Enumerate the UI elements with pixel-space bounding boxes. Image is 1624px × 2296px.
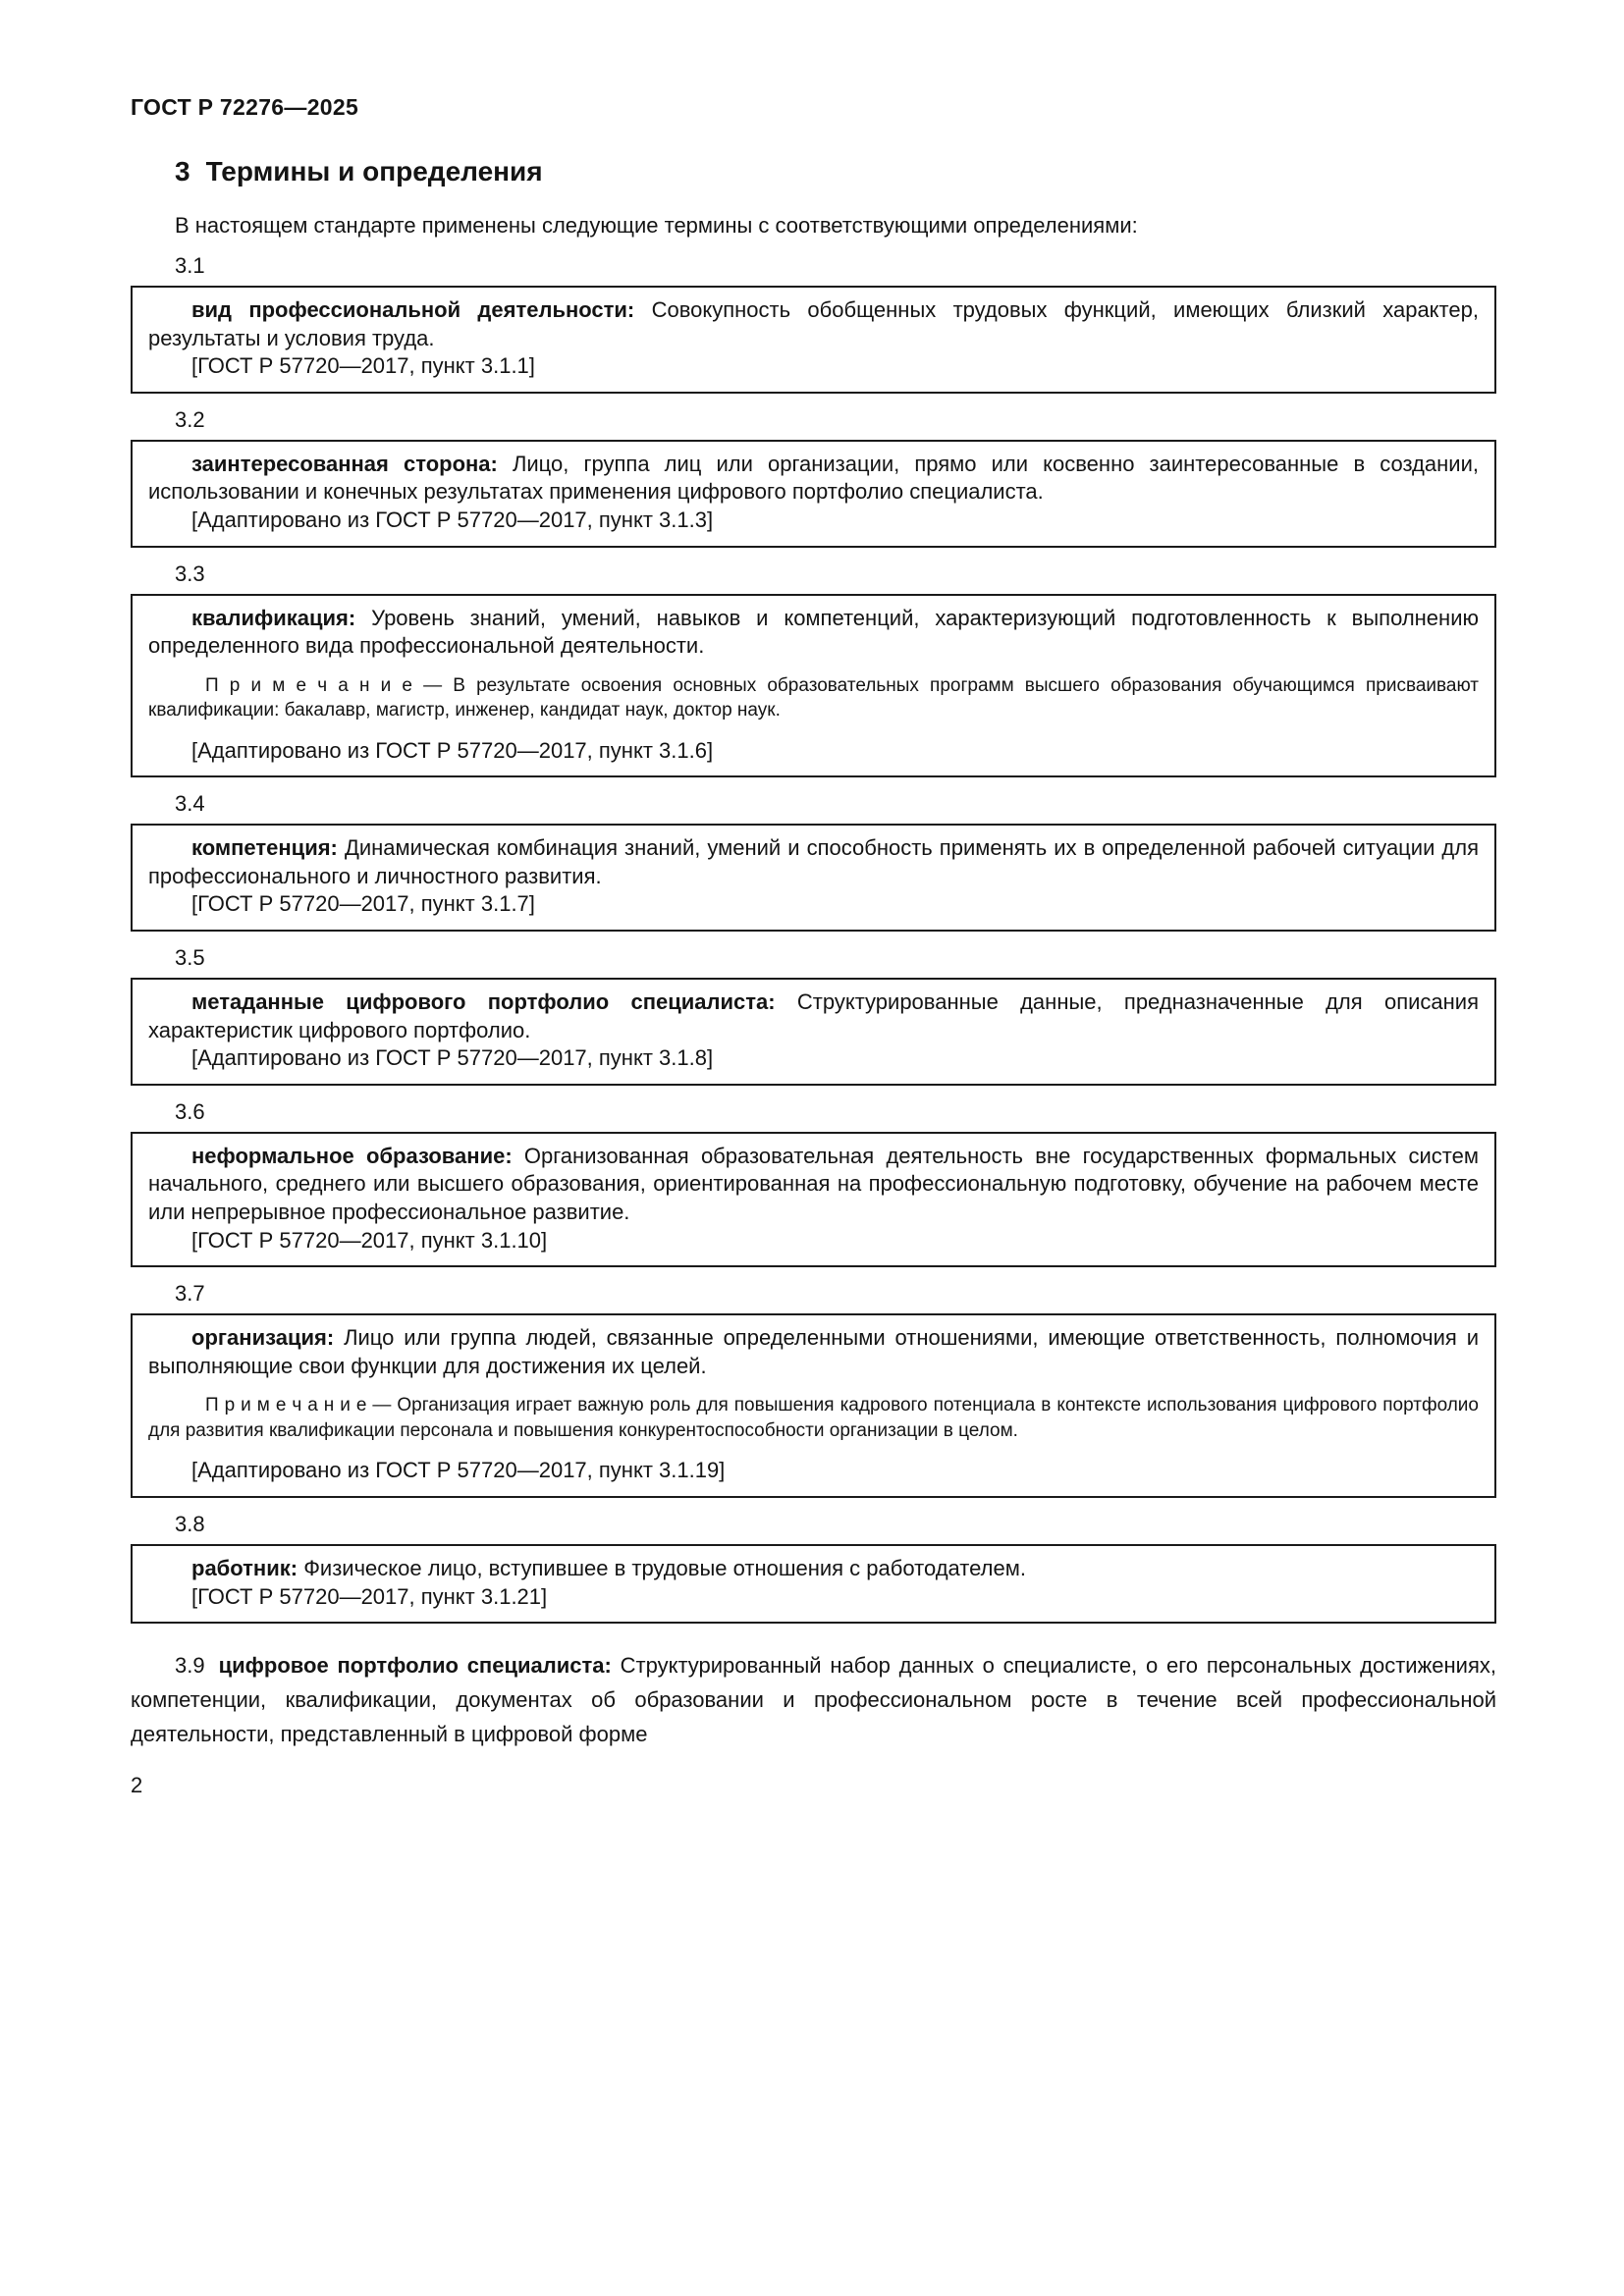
term-source: [Адаптировано из ГОСТ Р 57720—2017, пункт 3.1.3] xyxy=(191,507,714,532)
closing-paragraph xyxy=(131,1649,1496,1751)
term-box xyxy=(131,440,1496,548)
term-name: организация: xyxy=(191,1325,335,1351)
intro-paragraph: В настоящем стандарте применены следующие термины с соответствующими определениями: xyxy=(175,213,1138,238)
term-definition-text: Физическое лицо, вступившее в трудовые отношения с работодателем. xyxy=(303,1555,1026,1580)
term-box xyxy=(131,594,1496,778)
doc-header: ГОСТ Р 72276—2025 xyxy=(131,94,359,120)
term-box xyxy=(131,1132,1496,1267)
term-definition-text: Организованная образовательная деятельность вне государственных формальных систем начального, среднего или высшего образования, ориентированная на профессиональную подготовку, обучение на рабочем месте или непрерывное профессиональное развитие. xyxy=(148,1143,1479,1225)
term-name: вид профессиональной деятельности: xyxy=(191,297,635,323)
term-definition-text: Совокупность обобщенных трудовых функций, имеющих близкий характер, результаты и условия труда. xyxy=(148,297,1479,350)
section-number: 3 xyxy=(175,156,190,187)
term-definition-text: Динамическая комбинация знаний, умений и способность применять их в определенной рабочей ситуации для профессионального и личностного развития. xyxy=(148,835,1479,888)
term-name: метаданные цифрового портфолио специалиста: xyxy=(191,989,776,1015)
term-name: работник: xyxy=(191,1555,298,1580)
term-block xyxy=(131,1099,1496,1267)
term-block xyxy=(131,1512,1496,1624)
term-number: 3.2 xyxy=(175,406,205,432)
page-number: 2 xyxy=(131,1773,143,1798)
section-title xyxy=(175,156,1496,187)
term-name: квалификация: xyxy=(191,605,356,630)
term-name: неформальное образование: xyxy=(191,1143,513,1168)
term-definition-text: Уровень знаний, умений, навыков и компетенций, характеризующий подготовленность к выполнению определенного вида профессиональной деятельности. xyxy=(148,605,1479,659)
term-definition xyxy=(148,451,1479,507)
term-definition xyxy=(148,834,1479,890)
term-number: 3.7 xyxy=(175,1281,205,1307)
closing-term-name: цифровое портфолио специалиста: xyxy=(218,1653,612,1679)
note-text: — В результате освоения основных образовательных программ высшего образования обучающимся присваивают квалификации: бакалавр, магистр, инженер, кандидат наук, доктор наук. xyxy=(148,674,1480,721)
term-definition-text: Лицо, группа лиц или организации, прямо или косвенно заинтересованные в создании, использовании и конечных результатах применения цифрового портфолио специалиста. xyxy=(148,451,1479,505)
term-box xyxy=(131,1313,1496,1498)
term-box xyxy=(131,978,1496,1086)
term-number: 3.5 xyxy=(175,945,205,971)
term-note xyxy=(148,673,1479,723)
term-definition xyxy=(148,1143,1479,1227)
term-name: компетенция: xyxy=(191,835,338,861)
term-source: [ГОСТ Р 57720—2017, пункт 3.1.7] xyxy=(191,891,535,917)
term-block xyxy=(131,945,1496,1086)
note-text: — Организация играет важную роль для повышения кадрового потенциала в контексте использования цифрового портфолио для развития квалификации персонала и повышения конкурентоспособности организации в целом. xyxy=(148,1395,1479,1441)
term-box xyxy=(131,824,1496,932)
term-block xyxy=(131,791,1496,932)
term-source: [ГОСТ Р 57720—2017, пункт 3.1.10] xyxy=(191,1227,548,1253)
term-name: заинтересованная сторона: xyxy=(191,451,498,476)
term-number: 3.3 xyxy=(175,561,205,586)
term-number: 3.4 xyxy=(175,791,205,817)
term-number: 3.8 xyxy=(175,1511,205,1536)
term-box xyxy=(131,1544,1496,1624)
term-note xyxy=(148,1393,1479,1443)
term-box xyxy=(131,286,1496,394)
term-block xyxy=(131,407,1496,548)
term-definition-text: Лицо или группа людей, связанные определенными отношениями, имеющие ответственность, полномочия и выполняющие свои функции для достижения их целей. xyxy=(148,1325,1479,1378)
term-number: 3.1 xyxy=(175,253,205,279)
closing-term-definition: Структурированный набор данных о специалисте, о его персональных достижениях, компетенции, квалификации, документах об образовании и профессиональном росте в течение всей профессиональной деятельности, представленный в цифровой форме xyxy=(131,1653,1496,1746)
term-source: [ГОСТ Р 57720—2017, пункт 3.1.1] xyxy=(191,353,535,379)
term-definition xyxy=(148,605,1479,661)
term-source: [Адаптировано из ГОСТ Р 57720—2017, пункт 3.1.6] xyxy=(191,737,714,763)
term-definition xyxy=(148,296,1479,352)
term-block xyxy=(131,1281,1496,1498)
note-label: П р и м е ч а н и е xyxy=(205,674,412,696)
section-title-text: Термины и определения xyxy=(205,156,543,187)
term-definition xyxy=(148,988,1479,1044)
term-definition xyxy=(148,1324,1479,1380)
term-block xyxy=(131,253,1496,394)
term-definition xyxy=(148,1555,1479,1583)
note-label: П р и м е ч а н и е xyxy=(205,1395,367,1416)
term-source: [Адаптировано из ГОСТ Р 57720—2017, пункт 3.1.8] xyxy=(191,1045,714,1071)
term-source: [ГОСТ Р 57720—2017, пункт 3.1.21] xyxy=(191,1583,548,1609)
term-number: 3.6 xyxy=(175,1098,205,1124)
term-source: [Адаптировано из ГОСТ Р 57720—2017, пункт 3.1.19] xyxy=(191,1458,726,1483)
closing-term-number: 3.9 xyxy=(175,1653,205,1679)
term-definition-text: Структурированные данные, предназначенные для описания характеристик цифрового портфолио. xyxy=(148,989,1479,1042)
term-block xyxy=(131,561,1496,778)
